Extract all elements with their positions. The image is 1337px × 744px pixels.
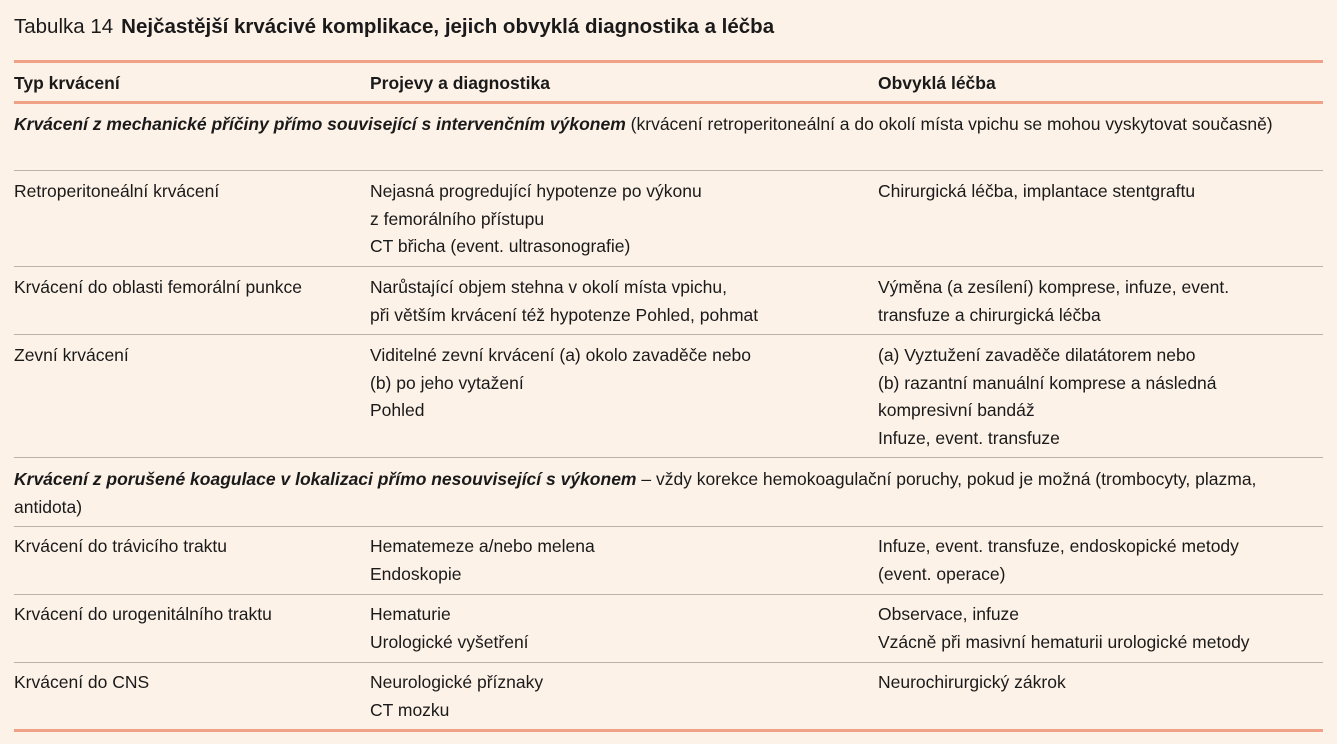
- row-femoral-diagnostics: [370, 274, 758, 329]
- diag-line: Endoskopie: [370, 563, 462, 584]
- row-divider: [14, 457, 1323, 458]
- top-rule: [14, 60, 1323, 63]
- diag-line: Viditelné zevní krvácení (a) okolo zavaděče nebo: [370, 345, 752, 365]
- treat-line: (b) razantní manuální komprese a následná: [878, 372, 1217, 393]
- section-coagulation-lead: Krvácení z porušené koagulace v lokalizaci přímo nesouvisející s výkonem: [14, 469, 637, 489]
- header-type: Typ krvácení: [14, 73, 120, 93]
- section-mechanical-lead: Krvácení z mechanické příčiny přímo související s intervenčním výkonem: [14, 114, 626, 134]
- treat-line: (event. operace): [878, 563, 1006, 584]
- diag-line: CT mozku: [370, 699, 450, 720]
- diag-line: Narůstající objem stehna v okolí místa vpichu,: [370, 277, 727, 297]
- row-gi-type: Krvácení do trávicího traktu: [14, 536, 228, 556]
- header-rule: [14, 101, 1323, 104]
- treat-line: (a) Vyztužení zavaděče dilatátorem nebo: [878, 345, 1196, 365]
- row-cns-type: Krvácení do CNS: [14, 672, 150, 692]
- bottom-rule: [14, 729, 1323, 732]
- row-cns-treatment: [878, 669, 1066, 697]
- diag-line: při větším krvácení též hypotenze Pohled, pohmat: [370, 304, 759, 325]
- row-gi-treatment: [878, 533, 1239, 588]
- row-urogenital-treatment: [878, 601, 1250, 656]
- header-treatment: Obvyklá léčba: [878, 73, 996, 93]
- diag-line: Nejasná progredující hypotenze po výkonu: [370, 181, 702, 201]
- diag-line: Neurologické příznaky: [370, 672, 544, 692]
- row-urogenital-diagnostics: [370, 601, 529, 656]
- section-coagulation: [14, 466, 1314, 521]
- section-coagulation-note: – vždy korekce hemokoagulační poruchy, pokud je možná (trombocyty, plazma, antidota): [14, 469, 1257, 517]
- treat-line: Infuze, event. transfuze: [878, 427, 1060, 448]
- row-retroperitoneal-treatment: [878, 178, 1195, 206]
- diag-line: CT břicha (event. ultrasonografie): [370, 236, 631, 256]
- treat-line: Observace, infuze: [878, 604, 1020, 624]
- section-mechanical: [14, 111, 1314, 139]
- row-external-treatment: [878, 342, 1217, 452]
- row-femoral-type: Krvácení do oblasti femorální punkce: [14, 277, 302, 297]
- treat-line: kompresivní bandáž: [878, 400, 1035, 420]
- row-divider: [14, 266, 1323, 267]
- row-divider: [14, 662, 1323, 663]
- treat-line: transfuze a chirurgická léčba: [878, 304, 1101, 325]
- treat-line: Chirurgická léčba, implantace stentgraftu: [878, 181, 1196, 201]
- row-cns-diagnostics: [370, 669, 543, 724]
- row-divider: [14, 170, 1323, 171]
- row-divider: [14, 594, 1323, 595]
- row-retroperitoneal-type: Retroperitoneální krvácení: [14, 181, 220, 201]
- treat-line: Neurochirurgický zákrok: [878, 672, 1066, 692]
- table-caption: [14, 14, 774, 40]
- treat-line: Výměna (a zesílení) komprese, infuze, event.: [878, 277, 1230, 297]
- row-gi-diagnostics: [370, 533, 595, 588]
- row-external-type: Zevní krvácení: [14, 345, 129, 365]
- diag-line: Pohled: [370, 400, 425, 420]
- diag-line: Urologické vyšetření: [370, 631, 529, 652]
- table-number: Tabulka 14: [14, 15, 114, 38]
- header-diagnostics: Projevy a diagnostika: [370, 73, 550, 93]
- row-retroperitoneal-diagnostics: [370, 178, 702, 261]
- table-title: Nejčastější krvácivé komplikace, jejich obvyklá diagnostika a léčba: [121, 15, 775, 38]
- diag-line: (b) po jeho vytažení: [370, 372, 524, 393]
- diag-line: z femorálního přístupu: [370, 208, 545, 229]
- diag-line: Hematemeze a/nebo melena: [370, 536, 595, 556]
- treat-line: Infuze, event. transfuze, endoskopické metody: [878, 536, 1239, 556]
- row-femoral-treatment: [878, 274, 1229, 329]
- row-urogenital-type: Krvácení do urogenitálního traktu: [14, 604, 272, 624]
- treat-line: Vzácně při masivní hematurii urologické metody: [878, 631, 1250, 652]
- row-divider: [14, 526, 1323, 527]
- diag-line: Hematurie: [370, 604, 451, 624]
- row-external-diagnostics: [370, 342, 751, 425]
- row-divider: [14, 334, 1323, 335]
- section-mechanical-note: (krvácení retroperitoneální a do okolí místa vpichu se mohou vyskytovat současně): [625, 114, 1273, 134]
